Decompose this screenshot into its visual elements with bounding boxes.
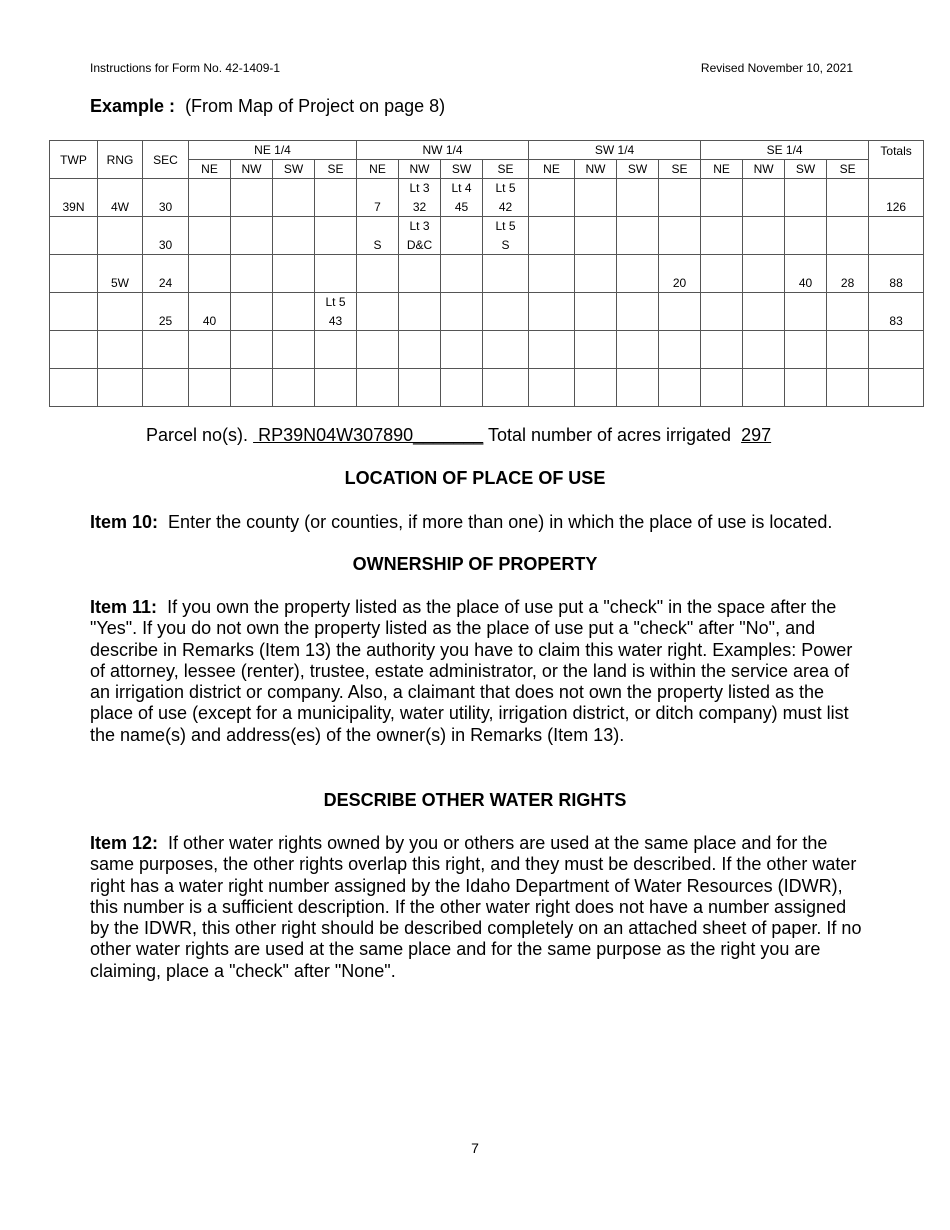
acre-cell (617, 179, 659, 217)
cell-top: Lt 3 (409, 181, 430, 195)
item-11-text: If you own the property listed as the place of use put a "check" in the space after the "Yes". If you do not own the property listed as the place of use put a "check" after "No", and describe in Remarks (Item 13) the authority you have to claim this water right. Examples: Power of attorney, lessee (renter), trustee, estate administrator, or the land is within the service area of an irrigation district or company. Also, a claimant that does not own the property listed as the place of use (except for a municipality, water utility, irrigation district, or ditch company) must list the name(s) and address(es) of the owner(s) in Remarks (Item 13). (90, 597, 853, 745)
total-cell (869, 331, 924, 369)
subheader-se: SE (483, 160, 529, 179)
header-totals: Totals (869, 141, 924, 179)
acre-cell (785, 369, 827, 407)
subheader-sw: SW (785, 160, 827, 179)
item-12-text: If other water rights owned by you or others are used at the same place and for the same purposes, the other rights overlap this right, and they must be described. If the other water right has a water right number assigned by the Idaho Department of Water Resources (IDWR), this number is a sufficient description. If the other water right does not have a number assigned by the IDWR, this other right should be described completely on an attached sheet of paper. If no other water rights are used at the same place and for the same purpose as the right you are claiming, place a "check" after "None". (90, 833, 862, 981)
acre-cell (399, 369, 441, 407)
acre-cell (315, 217, 357, 255)
twp-cell (50, 369, 98, 407)
acre-cell (273, 179, 315, 217)
acre-cell (231, 255, 273, 293)
cell-bottom: S (501, 238, 510, 252)
acre-cell (827, 369, 869, 407)
acre-cell (617, 331, 659, 369)
cell-top: Lt 5 (495, 181, 516, 195)
acre-cell (529, 179, 575, 217)
acres-value: 297 (741, 425, 772, 445)
acre-cell (231, 293, 273, 331)
total-cell (869, 179, 924, 217)
acre-cell (189, 179, 231, 217)
cell-top: Lt 3 (409, 219, 430, 233)
acre-cell (441, 255, 483, 293)
subheader-sw: SW (617, 160, 659, 179)
table-row (50, 179, 924, 217)
acre-cell (357, 255, 399, 293)
acre-cell (743, 217, 785, 255)
acre-cell (529, 217, 575, 255)
item-10-label: Item 10: (90, 512, 159, 532)
item-12-paragraph (90, 833, 865, 982)
acre-cell (529, 293, 575, 331)
acre-cell (785, 179, 827, 217)
cell-bottom: 43 (328, 314, 343, 328)
item-11-paragraph (90, 597, 865, 746)
acre-cell (357, 179, 399, 217)
acre-cell (483, 217, 529, 255)
acre-cell (399, 293, 441, 331)
header-ne-quarter: NE 1/4 (189, 141, 357, 160)
land-description-table (49, 140, 924, 407)
acre-cell (357, 331, 399, 369)
header-se-quarter: SE 1/4 (701, 141, 869, 160)
header-nw-quarter: NW 1/4 (357, 141, 529, 160)
acre-cell (785, 255, 827, 293)
location-heading: LOCATION OF PLACE OF USE (344, 468, 606, 488)
acre-cell (441, 369, 483, 407)
header-sw-quarter: SW 1/4 (529, 141, 701, 160)
cell-bottom: 5W (111, 276, 129, 290)
total-cell (869, 293, 924, 331)
subheader-nw: NW (231, 160, 273, 179)
table-row (50, 255, 924, 293)
revision-date: Revised November 10, 2021 (700, 61, 853, 75)
cell-bottom: 25 (158, 314, 173, 328)
acre-cell (785, 217, 827, 255)
table-row (50, 369, 924, 407)
acre-cell (273, 369, 315, 407)
acre-cell (701, 293, 743, 331)
rng-cell (98, 217, 143, 255)
item-10-text: Enter the county (or counties, if more than one) in which the place of use is located. (168, 512, 833, 532)
acre-cell (827, 293, 869, 331)
acre-cell (827, 255, 869, 293)
acre-cell (575, 179, 617, 217)
cell-bottom: 24 (158, 276, 173, 290)
acre-cell (357, 293, 399, 331)
subheader-ne: NE (189, 160, 231, 179)
form-header-left: Instructions for Form No. 42-1409-1 (90, 61, 281, 75)
item-10-paragraph (90, 512, 890, 533)
example-heading (90, 96, 445, 117)
table-row (50, 293, 924, 331)
example-label: Example : (90, 96, 176, 116)
acre-cell (701, 217, 743, 255)
acre-cell (743, 369, 785, 407)
acre-cell (315, 179, 357, 217)
acre-cell (617, 369, 659, 407)
acre-cell (231, 217, 273, 255)
table-row (50, 331, 924, 369)
item-11-label: Item 11: (90, 597, 158, 617)
acre-cell (785, 293, 827, 331)
acre-cell (273, 331, 315, 369)
acre-cell (399, 217, 441, 255)
example-note: (From Map of Project on page 8) (185, 96, 446, 116)
item-12-label: Item 12: (90, 833, 159, 853)
acre-cell (659, 331, 701, 369)
sec-cell (143, 369, 189, 407)
twp-cell (50, 293, 98, 331)
acre-cell (701, 179, 743, 217)
acre-cell (659, 217, 701, 255)
acre-cell (659, 255, 701, 293)
subheader-ne: NE (701, 160, 743, 179)
acre-cell (743, 255, 785, 293)
acre-cell (399, 179, 441, 217)
acre-cell (701, 255, 743, 293)
sec-cell (143, 293, 189, 331)
subheader-nw: NW (575, 160, 617, 179)
acre-cell (441, 217, 483, 255)
table-row (50, 217, 924, 255)
acre-cell (357, 217, 399, 255)
acre-cell (189, 255, 231, 293)
cell-bottom: 28 (840, 276, 855, 290)
acre-cell (231, 179, 273, 217)
sec-cell (143, 331, 189, 369)
acre-cell (399, 255, 441, 293)
acre-cell (529, 255, 575, 293)
acre-cell (575, 217, 617, 255)
cell-bottom: 83 (889, 314, 903, 328)
acre-cell (483, 293, 529, 331)
acre-cell (529, 369, 575, 407)
subheader-se: SE (315, 160, 357, 179)
subheader-sw: SW (441, 160, 483, 179)
acre-cell (231, 331, 273, 369)
acre-cell (575, 331, 617, 369)
cell-bottom: 126 (886, 200, 907, 214)
acre-cell (701, 331, 743, 369)
other-rights-heading: DESCRIBE OTHER WATER RIGHTS (323, 790, 627, 810)
cell-bottom: 45 (454, 200, 469, 214)
twp-cell (50, 255, 98, 293)
acre-cell (315, 293, 357, 331)
acre-cell (743, 179, 785, 217)
acre-cell (399, 331, 441, 369)
acres-label: Total number of acres irrigated (487, 425, 732, 445)
acre-cell (617, 255, 659, 293)
rng-cell (98, 293, 143, 331)
sec-cell (143, 217, 189, 255)
acre-cell (617, 217, 659, 255)
cell-bottom: S (373, 238, 382, 252)
subheader-nw: NW (399, 160, 441, 179)
acre-cell (827, 217, 869, 255)
acre-cell (441, 293, 483, 331)
cell-bottom: 88 (889, 276, 903, 290)
acre-cell (483, 369, 529, 407)
acre-cell (743, 293, 785, 331)
parcel-label: Parcel no(s). (146, 425, 249, 445)
sec-cell (143, 255, 189, 293)
cell-bottom: 32 (412, 200, 427, 214)
acre-cell (659, 179, 701, 217)
acre-cell (701, 369, 743, 407)
cell-bottom: 42 (498, 200, 513, 214)
subheader-nw: NW (743, 160, 785, 179)
parcel-line (146, 425, 771, 446)
acre-cell (529, 331, 575, 369)
acre-cell (189, 217, 231, 255)
acre-cell (483, 255, 529, 293)
twp-cell (50, 331, 98, 369)
cell-bottom: 40 (798, 276, 813, 290)
subheader-se: SE (827, 160, 869, 179)
acre-cell (483, 179, 529, 217)
subheader-sw: SW (273, 160, 315, 179)
total-cell (869, 255, 924, 293)
acre-cell (273, 217, 315, 255)
acre-cell (785, 331, 827, 369)
acre-cell (743, 331, 785, 369)
acre-cell (315, 255, 357, 293)
total-cell (869, 369, 924, 407)
cell-bottom: 20 (672, 276, 687, 290)
header-twp: TWP (50, 141, 98, 179)
cell-top: Lt 5 (495, 219, 516, 233)
subheader-ne: NE (529, 160, 575, 179)
subheader-se: SE (659, 160, 701, 179)
ownership-heading: OWNERSHIP OF PROPERTY (352, 554, 598, 574)
cell-bottom: 30 (158, 238, 173, 252)
acre-cell (273, 293, 315, 331)
header-sec: SEC (143, 141, 189, 179)
cell-bottom: 39N (62, 200, 85, 214)
acre-cell (315, 331, 357, 369)
acre-cell (659, 293, 701, 331)
parcel-number: RP39N04W307890_______ (253, 425, 484, 445)
cell-bottom: 40 (202, 314, 217, 328)
acre-cell (659, 369, 701, 407)
acre-cell (441, 331, 483, 369)
acre-cell (189, 331, 231, 369)
cell-top: Lt 4 (451, 181, 472, 195)
acre-cell (189, 293, 231, 331)
acre-cell (575, 293, 617, 331)
acre-cell (441, 179, 483, 217)
sec-cell (143, 179, 189, 217)
acre-cell (483, 331, 529, 369)
cell-bottom: D&C (406, 238, 433, 252)
acre-cell (575, 255, 617, 293)
rng-cell (98, 255, 143, 293)
acre-cell (827, 179, 869, 217)
rng-cell (98, 331, 143, 369)
total-cell (869, 217, 924, 255)
twp-cell (50, 179, 98, 217)
acre-cell (231, 369, 273, 407)
acre-cell (315, 369, 357, 407)
acre-cell (273, 255, 315, 293)
page-number: 7 (471, 1140, 479, 1156)
header-rng: RNG (98, 141, 143, 179)
acre-cell (575, 369, 617, 407)
cell-top: Lt 5 (325, 295, 346, 309)
rng-cell (98, 179, 143, 217)
twp-cell (50, 217, 98, 255)
acre-cell (827, 331, 869, 369)
subheader-ne: NE (357, 160, 399, 179)
rng-cell (98, 369, 143, 407)
cell-bottom: 4W (111, 200, 129, 214)
acre-cell (357, 369, 399, 407)
acre-cell (189, 369, 231, 407)
acre-cell (617, 293, 659, 331)
cell-bottom: 30 (158, 200, 173, 214)
cell-bottom: 7 (374, 200, 381, 214)
